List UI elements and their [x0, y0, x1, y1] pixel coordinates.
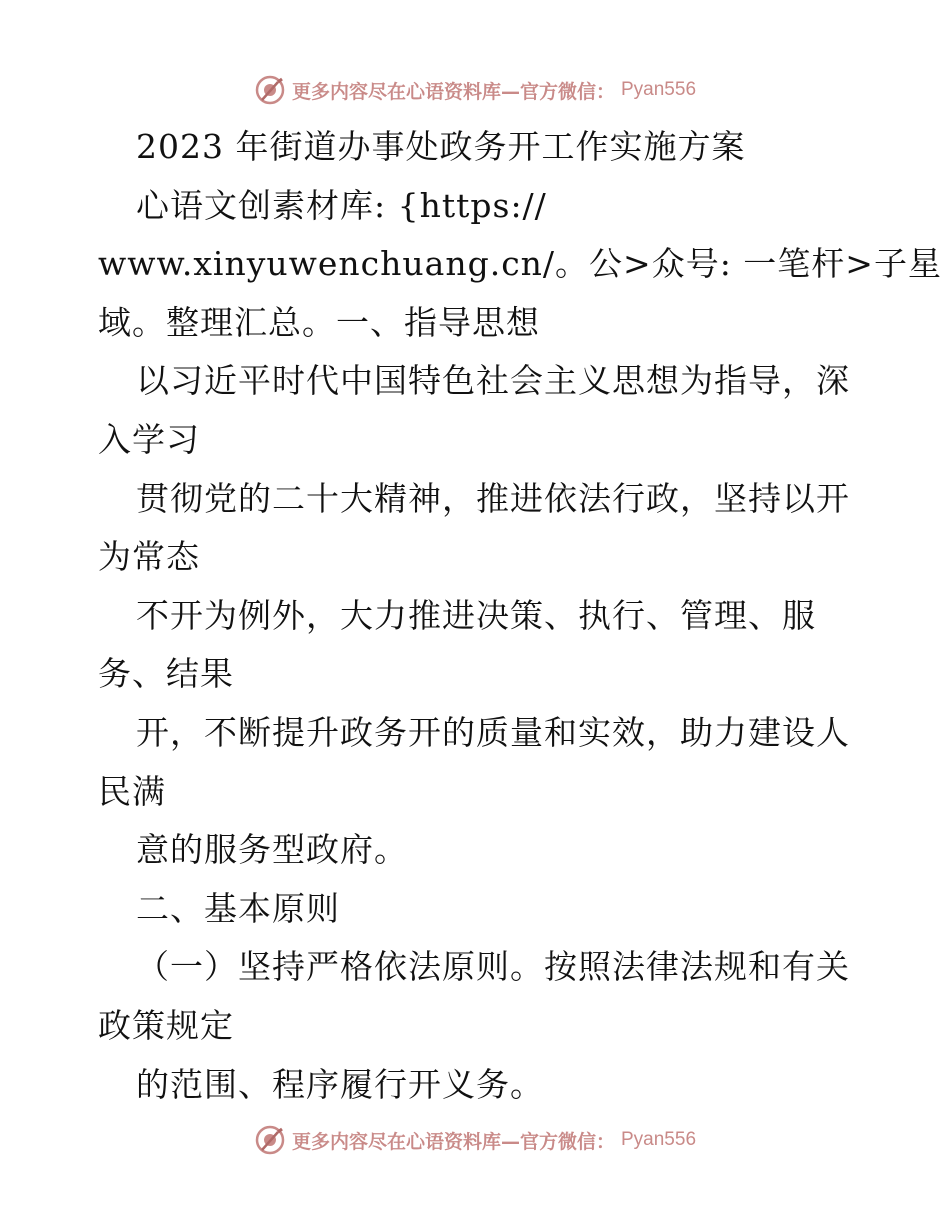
header-watermark — [0, 70, 950, 110]
text-line: 为常态 — [98, 537, 200, 577]
text-line: 务、结果 — [98, 654, 234, 694]
text-line: 民满 — [98, 771, 166, 811]
text-line: www.xinyuwenchuang.cn/。公>众号: 一笔杆>子星 — [98, 244, 942, 284]
text-line: 入学习 — [98, 419, 200, 459]
watermark-text: 更多内容尽在心语资料库—官方微信： — [291, 1130, 615, 1153]
watermark-id: Pyan556 — [621, 79, 697, 100]
text-line: （一）坚持严格依法原则。按照法律法规和有关 — [136, 947, 850, 987]
text-line: 以习近平时代中国特色社会主义思想为指导，深 — [136, 361, 850, 401]
text-line: 开，不断提升政务开的质量和实效，助力建设人 — [136, 712, 850, 752]
document-body — [98, 118, 942, 1114]
pen-logo-icon — [254, 74, 286, 106]
text-line: 域。整理汇总。一、指导思想 — [98, 302, 540, 342]
watermark-text: 更多内容尽在心语资料库—官方微信： — [291, 80, 615, 103]
footer-watermark — [0, 1120, 950, 1160]
watermark-id: Pyan556 — [621, 1129, 697, 1150]
text-line: 政策规定 — [98, 1005, 234, 1045]
text-line: 贯彻党的二十大精神，推进依法行政，坚持以开 — [136, 478, 850, 518]
text-line: 心语文创素材库: {https:// — [136, 185, 547, 225]
text-line: 不开为例外，大力推进决策、执行、管理、服 — [136, 595, 816, 635]
pen-logo-icon — [254, 1124, 286, 1156]
text-line: 2023 年街道办事处政务开工作实施方案 — [136, 127, 746, 166]
text-line: 的范围、程序履行开义务。 — [136, 1064, 544, 1104]
text-line: 二、基本原则 — [136, 888, 340, 928]
text-line: 意的服务型政府。 — [136, 830, 408, 870]
